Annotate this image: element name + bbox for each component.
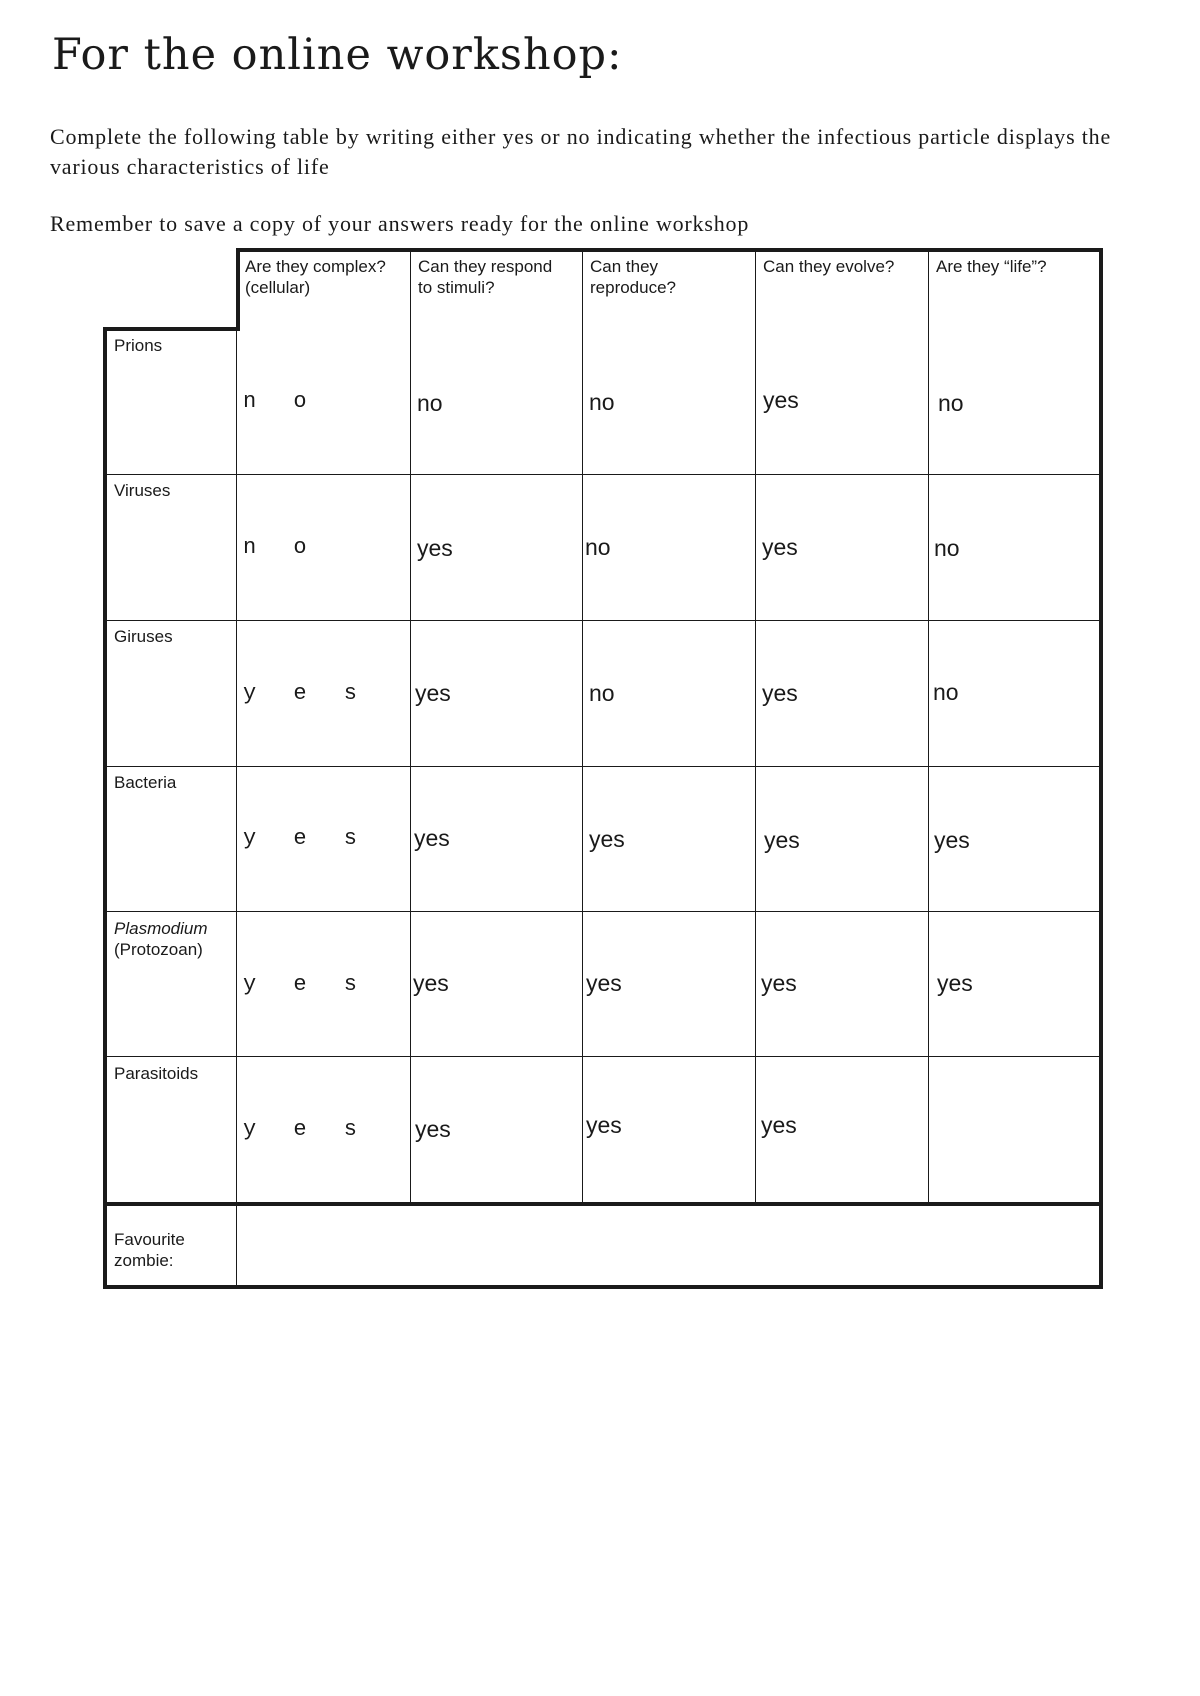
answer-cell[interactable]: yes xyxy=(763,387,799,413)
column-divider xyxy=(582,250,583,1204)
answer-cell[interactable]: yes xyxy=(764,827,800,853)
answer-cell[interactable]: yes xyxy=(415,680,451,706)
column-header-respond: Can they respond to stimuli? xyxy=(418,257,553,297)
answer-cell[interactable]: yes xyxy=(934,827,970,853)
answer-cell[interactable]: y e s xyxy=(243,972,370,997)
answer-cell[interactable]: n o xyxy=(243,389,319,414)
table-outer-left-line xyxy=(103,327,107,1289)
column-header-reproduce: Can they reproduce? xyxy=(590,257,677,297)
row-label-plasmodium: Plasmodium xyxy=(114,919,208,938)
row-divider xyxy=(105,1056,1101,1057)
footer-label-favourite-zombie: Favourite zombie: xyxy=(114,1230,185,1270)
answer-cell[interactable]: yes xyxy=(414,825,450,851)
answer-cell[interactable]: yes xyxy=(415,1116,451,1142)
answer-cell[interactable]: no xyxy=(934,535,960,561)
column-divider xyxy=(410,250,411,1204)
answer-cell[interactable]: no xyxy=(589,389,615,415)
row-divider xyxy=(105,620,1101,621)
answer-cell[interactable]: y e s xyxy=(243,1117,370,1142)
answer-cell[interactable]: no xyxy=(938,390,964,416)
table-main-bottom-line xyxy=(103,1202,1103,1206)
reminder-text: Remember to save a copy of your answers ready for the online workshop xyxy=(50,211,750,236)
table-footer-bottom-line xyxy=(103,1285,1103,1289)
answer-cell[interactable]: yes xyxy=(413,970,449,996)
column-header-complex: Are they complex? (cellular) xyxy=(245,257,386,297)
column-header-life: Are they “life”? xyxy=(936,257,1047,276)
row-divider xyxy=(105,911,1101,912)
answer-cell[interactable]: no xyxy=(933,679,959,705)
answer-cell[interactable]: yes xyxy=(586,1112,622,1138)
answer-cell[interactable]: no xyxy=(589,680,615,706)
answer-cell[interactable]: yes xyxy=(762,534,798,560)
column-header-evolve: Can they evolve? xyxy=(763,257,895,276)
answer-cell[interactable]: yes xyxy=(586,970,622,996)
row-label-prions: Prions xyxy=(114,336,163,355)
column-divider xyxy=(755,250,756,1204)
answer-cell[interactable]: yes xyxy=(937,970,973,996)
answer-cell[interactable]: no xyxy=(585,534,611,560)
page-title: For the online workshop: xyxy=(52,30,623,80)
row-divider xyxy=(105,766,1101,767)
table-left-header-line xyxy=(236,248,240,330)
answer-cell[interactable]: yes xyxy=(589,826,625,852)
answer-cell[interactable]: yes xyxy=(761,1112,797,1138)
table-outer-right-line xyxy=(1099,248,1103,1289)
answer-cell[interactable]: yes xyxy=(762,680,798,706)
row-label-plasmodium-sub: (Protozoan) xyxy=(114,940,203,959)
table-outer-top-line xyxy=(236,248,1102,252)
answer-cell[interactable]: n o xyxy=(243,535,319,560)
row-divider xyxy=(105,474,1101,475)
instruction-text: Complete the following table by writing either yes or no indicating whether the infectious particle displays the various characteristics of life xyxy=(50,124,1112,179)
row-label-bacteria: Bacteria xyxy=(114,773,177,792)
column-divider xyxy=(928,250,929,1204)
answer-cell[interactable]: y e s xyxy=(243,826,370,851)
footer-value-favourite-zombie[interactable] xyxy=(246,1229,1086,1271)
answer-cell[interactable]: y e s xyxy=(243,681,370,706)
answer-cell[interactable]: no xyxy=(417,390,443,416)
row-label-viruses: Viruses xyxy=(114,481,171,500)
row-label-giruses: Giruses xyxy=(114,627,173,646)
answer-cell[interactable]: yes xyxy=(417,535,453,561)
answer-cell[interactable]: yes xyxy=(761,970,797,996)
row-label-parasitoids: Parasitoids xyxy=(114,1064,199,1083)
table-step-line xyxy=(103,327,240,331)
